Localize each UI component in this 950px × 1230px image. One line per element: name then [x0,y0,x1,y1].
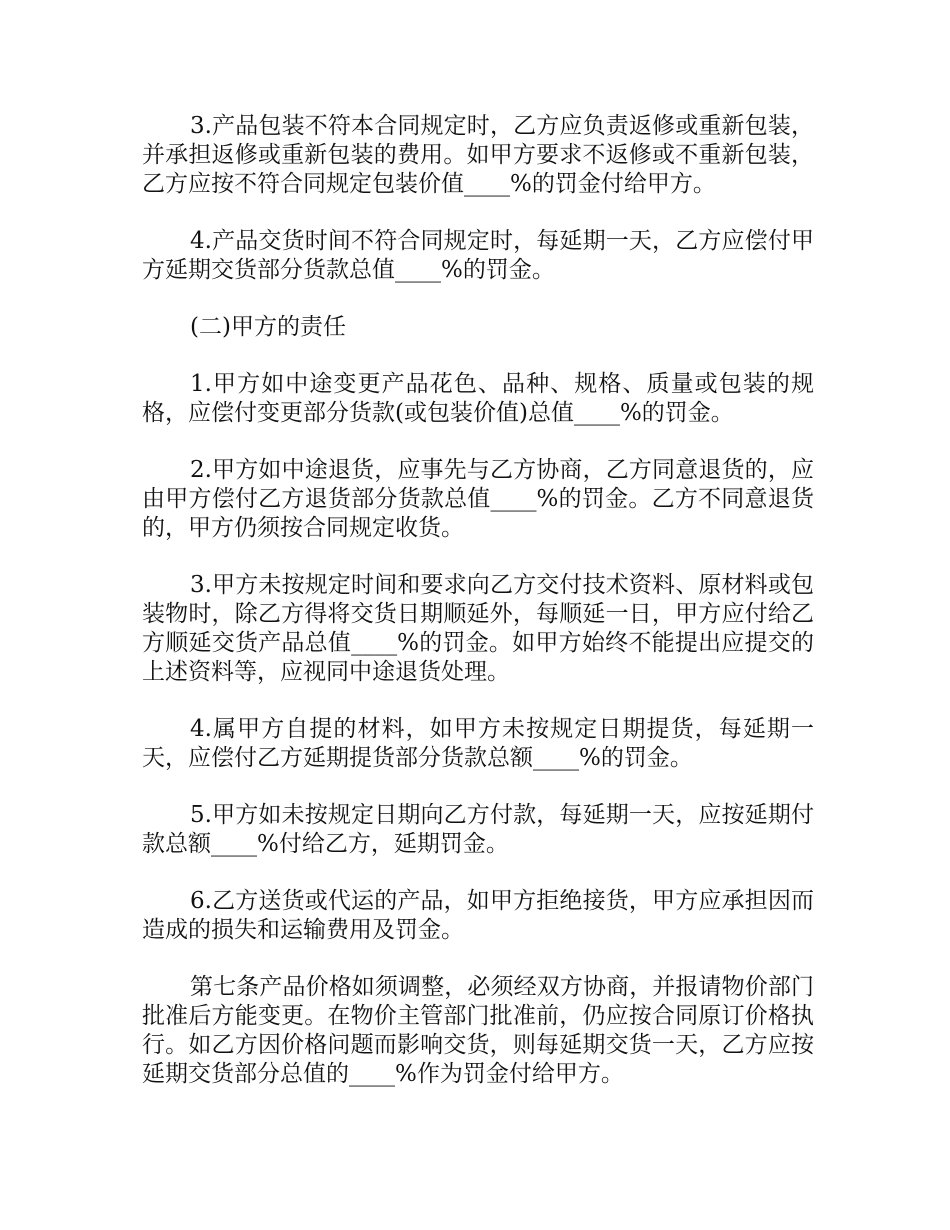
paragraph-pickup-delay-penalty: 4.属甲方自提的材料，如甲方未按规定日期提货，每延期一天，应偿付乙方延期提货部分货款总额____%的罚金。 [142,716,814,771]
paragraph-change-spec-penalty: 1.甲方如中途变更产品花色、品种、规格、质量或包装的规格，应偿付变更部分货款(或包装价值)总值____%的罚金。 [142,371,814,426]
paragraph-late-delivery-penalty: 4.产品交货时间不符合同规定时，每延期一天，乙方应偿付甲方延期交货部分货款总值____%的罚金。 [142,228,814,283]
paragraph-refuse-delivery: 6.乙方送货或代运的产品，如甲方拒绝接货，甲方应承担因而造成的损失和运输费用及罚金。 [142,888,814,943]
paragraph-return-goods-penalty: 2.甲方如中途退货，应事先与乙方协商，乙方同意退货的，应由甲方偿付乙方退货部分货款总值____%的罚金。乙方不同意退货的，甲方仍须按合同规定收货。 [142,457,814,541]
paragraph-article-seven-price: 第七条产品价格如须调整，必须经双方协商，并报请物价部门批准后方能变更。在物价主管部门批准前，仍应按合同原订价格执行。如乙方因价格问题而影响交货，则每延期交货一天，乙方应按延期交货部分总值的____%作为罚金付给甲方。 [142,974,814,1087]
section-heading-party-a-responsibility: (二)甲方的责任 [190,314,346,340]
paragraph-payment-delay-penalty: 5.甲方如未按规定日期向乙方付款，每延期一天，应按延期付款总额____%付给乙方，延期罚金。 [142,802,814,857]
paragraph-packaging-penalty: 3.产品包装不符本合同规定时，乙方应负责返修或重新包装，并承担返修或重新包装的费用。如甲方要求不返修或不重新包装，乙方应按不符合同规定包装价值____%的罚金付给甲方。 [142,113,814,197]
paragraph-materials-delay-penalty: 3.甲方未按规定时间和要求向乙方交付技术资料、原材料或包装物时，除乙方得将交货日期顺延外，每顺延一日，甲方应付给乙方顺延交货产品总值____%的罚金。如甲方始终不能提出应提交的上述资料等，应视同中途退货处理。 [142,572,814,685]
document-body [142,112,814,1117]
